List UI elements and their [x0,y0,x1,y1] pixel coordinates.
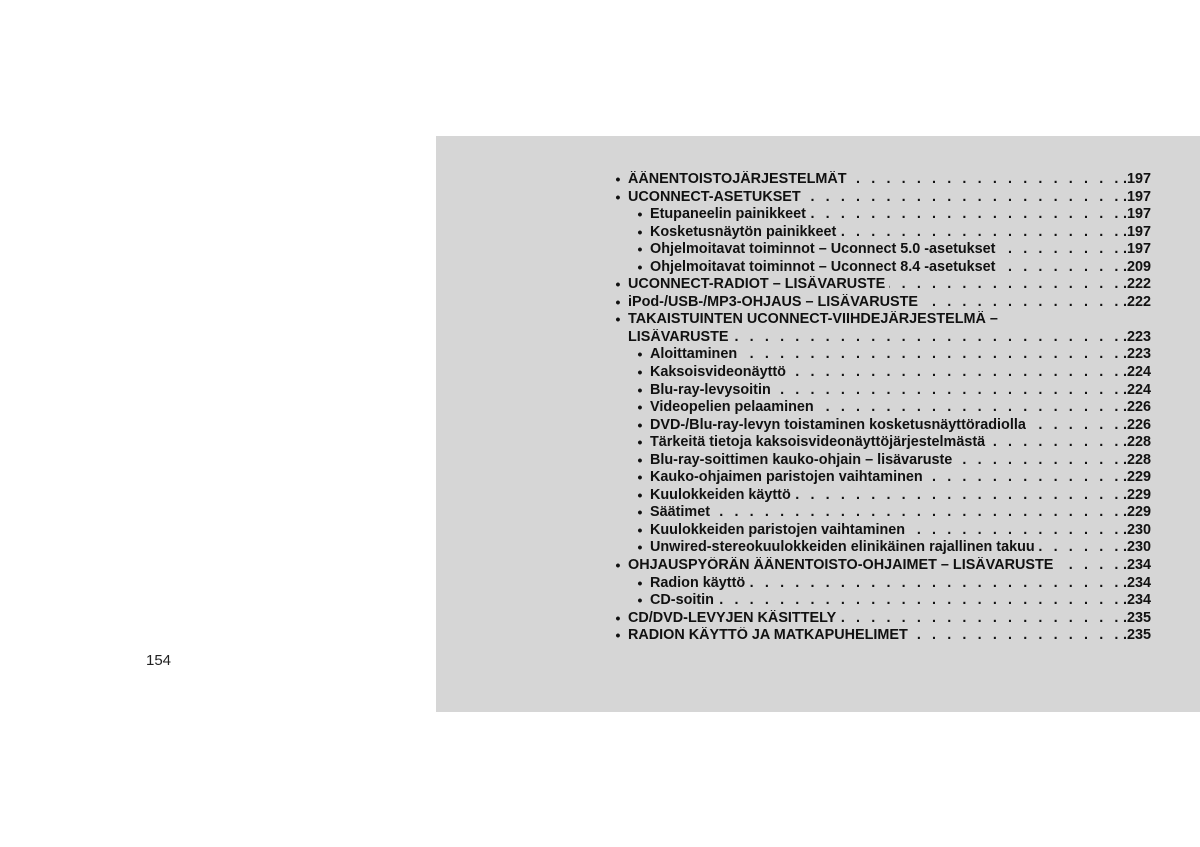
toc-entry-line [628,329,1151,347]
toc-entry-page: .226 [1122,399,1151,416]
bullet-icon: • [615,276,621,293]
toc-entry[interactable] [611,575,1151,593]
toc-entry-line [650,346,1151,364]
toc-entry-line [650,469,1151,487]
bullet-icon: • [637,258,643,275]
toc-entry[interactable] [611,171,1151,189]
toc-entry-title: UCONNECT-RADIOT – LISÄVARUSTE [628,276,886,293]
dot-leader [912,627,1122,645]
dot-leader [732,329,1122,347]
toc-entry-page: .235 [1122,627,1151,644]
bullet-icon: • [637,399,643,416]
dot-leader [851,171,1122,189]
bullet-icon: • [637,451,643,468]
toc-entry-line [628,610,1151,628]
toc-entry-page: .224 [1122,364,1151,381]
dot-leader [909,522,1122,540]
bullet-icon: • [615,609,621,626]
toc-entry-page: .230 [1122,539,1151,556]
toc-entry-line [650,382,1151,400]
dot-leader [922,294,1122,312]
bullet-icon: • [637,592,643,609]
dot-leader [795,487,1122,505]
bullet-icon: • [637,486,643,503]
toc-entry[interactable] [611,504,1151,522]
toc-entry-page: .197 [1122,188,1151,205]
toc-entry[interactable] [611,592,1151,610]
toc-entry-title: TAKAISTUINTEN UCONNECT-VIIHDEJÄRJESTELMÄ – [628,311,998,328]
toc-entry-title: Videopelien pelaaminen [650,399,814,416]
dot-leader [810,206,1122,224]
toc-entry-line [628,294,1151,312]
toc-entry-title: Etupaneelin painikkeet [650,206,806,223]
toc-entry-title: CD/DVD-LEVYJEN KÄSITTELY [628,609,837,626]
toc-entry-page: .234 [1122,574,1151,591]
toc-entry-line [628,189,1151,207]
toc-entry[interactable] [611,241,1151,259]
toc-entry-line [650,364,1151,382]
toc-entry-line [628,311,1151,329]
toc-entry-line [628,557,1151,575]
toc-entry-title: Blu-ray-levysoitin [650,381,771,398]
page-number: 154 [146,652,172,669]
dot-leader [775,382,1122,400]
toc-entry-title: Ohjelmoitavat toiminnot – Uconnect 5.0 -asetukset [650,241,996,258]
bullet-icon: • [637,364,643,381]
toc-entry-title: ÄÄNENTOISTOJÄRJESTELMÄT [628,171,847,187]
toc-entry-page: .228 [1122,451,1151,468]
toc-entry[interactable] [611,206,1151,224]
toc-entry-title: Unwired-stereokuulokkeiden elinikäinen rajallinen takuu [650,539,1035,556]
toc-entry-title: LISÄVARUSTE [628,328,729,345]
toc-entry[interactable] [611,346,1151,364]
toc-entry-line [650,259,1151,277]
dot-leader [889,276,1122,294]
toc-entry-page: .197 [1122,241,1151,258]
toc-entry-line [650,224,1151,242]
toc-entry-page: .197 [1122,171,1151,187]
toc-entry-line [650,206,1151,224]
toc-entry-title: UCONNECT-ASETUKSET [628,188,801,205]
toc-entry-page: .234 [1122,592,1151,609]
toc-entry[interactable] [611,434,1151,452]
toc-entry-title: Aloittaminen [650,346,738,363]
toc-entry[interactable] [611,311,1151,329]
bullet-icon: • [615,171,621,187]
toc-entry[interactable] [611,627,1151,645]
toc-entry-title: Tärkeitä tietoja kaksoisvideonäyttöjärjestelmästä [650,434,986,451]
dot-leader [714,504,1122,522]
dot-leader [1030,417,1122,435]
bullet-icon: • [615,293,621,310]
toc-entry[interactable] [611,224,1151,242]
bullet-icon: • [615,627,621,644]
toc-entry-title: Säätimet [650,504,710,521]
toc-entry[interactable] [611,417,1151,435]
toc-entry-page: .229 [1122,504,1151,521]
bullet-icon: • [637,539,643,556]
toc-entry-page: .223 [1122,346,1151,363]
toc-entry[interactable] [611,487,1151,505]
bullet-icon: • [637,381,643,398]
toc-entry[interactable] [611,399,1151,417]
toc-entry[interactable] [611,610,1151,628]
toc-entry-title: Ohjelmoitavat toiminnot – Uconnect 8.4 -asetukset [650,258,996,275]
toc-entry-page: .209 [1122,258,1151,275]
dot-leader [840,610,1122,628]
toc-entry-line [650,434,1151,452]
bullet-icon: • [637,416,643,433]
toc-entry[interactable] [611,539,1151,557]
toc-entry-line [628,171,1151,189]
toc-entry-title: Kosketusnäytön painikkeet [650,223,837,240]
dot-leader [749,575,1122,593]
bullet-icon: • [637,206,643,223]
toc-entry-page: .222 [1122,293,1151,310]
toc-entry-line [650,504,1151,522]
toc-entry-page: .228 [1122,434,1151,451]
dot-leader [927,469,1122,487]
toc-entry-title: Radion käyttö [650,574,746,591]
dot-leader [718,592,1122,610]
toc-entry[interactable] [611,522,1151,540]
toc-entry-line [650,487,1151,505]
toc-entry[interactable] [611,557,1151,575]
toc-entry-page: .235 [1122,609,1151,626]
toc-entry-page: .229 [1122,469,1151,486]
toc-entry-page: .222 [1122,276,1151,293]
toc-entry-title: Kuulokkeiden käyttö [650,486,791,503]
toc-entry[interactable] [611,259,1151,277]
toc-entry-page: .223 [1122,328,1151,345]
toc-entry[interactable] [611,294,1151,312]
dot-leader [999,259,1122,277]
toc-entry-page: .234 [1122,557,1151,574]
dot-leader [741,346,1122,364]
bullet-icon: • [637,241,643,258]
toc-entry-page: .229 [1122,486,1151,503]
bullet-icon: • [637,469,643,486]
dot-leader [840,224,1122,242]
toc-entry-line [650,575,1151,593]
toc-entry-title: Kauko-ohjaimen paristojen vaihtaminen [650,469,923,486]
bullet-icon: • [615,188,621,205]
bullet-icon: • [637,346,643,363]
toc-entry-title: Kaksoisvideonäyttö [650,364,786,381]
toc-entry[interactable] [611,469,1151,487]
toc-entry-title: DVD-/Blu-ray-levyn toistaminen kosketusnäyttöradiolla [650,416,1026,433]
toc-entry-title: Blu-ray-soittimen kauko-ohjain – lisävaruste [650,451,953,468]
dot-leader [956,452,1122,470]
dot-leader [1039,539,1122,557]
dot-leader [1057,557,1122,575]
bullet-icon: • [637,223,643,240]
toc-entry[interactable] [611,452,1151,470]
toc-entry-title: Kuulokkeiden paristojen vaihtaminen [650,521,906,538]
bullet-icon: • [615,557,621,574]
bullet-icon: • [637,521,643,538]
toc-list [611,171,1151,645]
toc-entry-page: .197 [1122,206,1151,223]
toc-entry-page: .230 [1122,521,1151,538]
toc-entry[interactable] [611,276,1151,294]
toc-entry-page: .224 [1122,381,1151,398]
bullet-icon: • [637,434,643,451]
dot-leader [818,399,1122,417]
toc-entry[interactable] [611,364,1151,382]
toc-entry-line [650,452,1151,470]
toc-entry-line [650,399,1151,417]
dot-leader [989,434,1122,452]
toc-entry-line [650,241,1151,259]
toc-entry[interactable] [611,189,1151,207]
toc-entry-title: iPod-/USB-/MP3-OHJAUS – LISÄVARUSTE [628,293,918,310]
table-of-contents-panel [436,136,1200,712]
toc-entry-line [650,539,1151,557]
dot-leader [999,241,1122,259]
toc-entry-page: .226 [1122,416,1151,433]
toc-entry-page: .197 [1122,223,1151,240]
toc-entry-line [650,592,1151,610]
toc-entry-line [650,417,1151,435]
dot-leader [790,364,1122,382]
toc-entry-line [628,627,1151,645]
toc-entry-title: RADION KÄYTTÖ JA MATKAPUHELIMET [628,627,908,644]
toc-entry-line [650,522,1151,540]
dot-leader [805,189,1122,207]
toc-entry-title: OHJAUSPYÖRÄN ÄÄNENTOISTO-OHJAIMET – LISÄVARUSTE [628,557,1054,574]
toc-entry-line [628,276,1151,294]
bullet-icon: • [637,504,643,521]
bullet-icon: • [615,311,621,328]
toc-entry-title: CD-soitin [650,592,714,609]
bullet-icon: • [637,574,643,591]
toc-entry[interactable] [611,329,1151,347]
toc-entry[interactable] [611,382,1151,400]
